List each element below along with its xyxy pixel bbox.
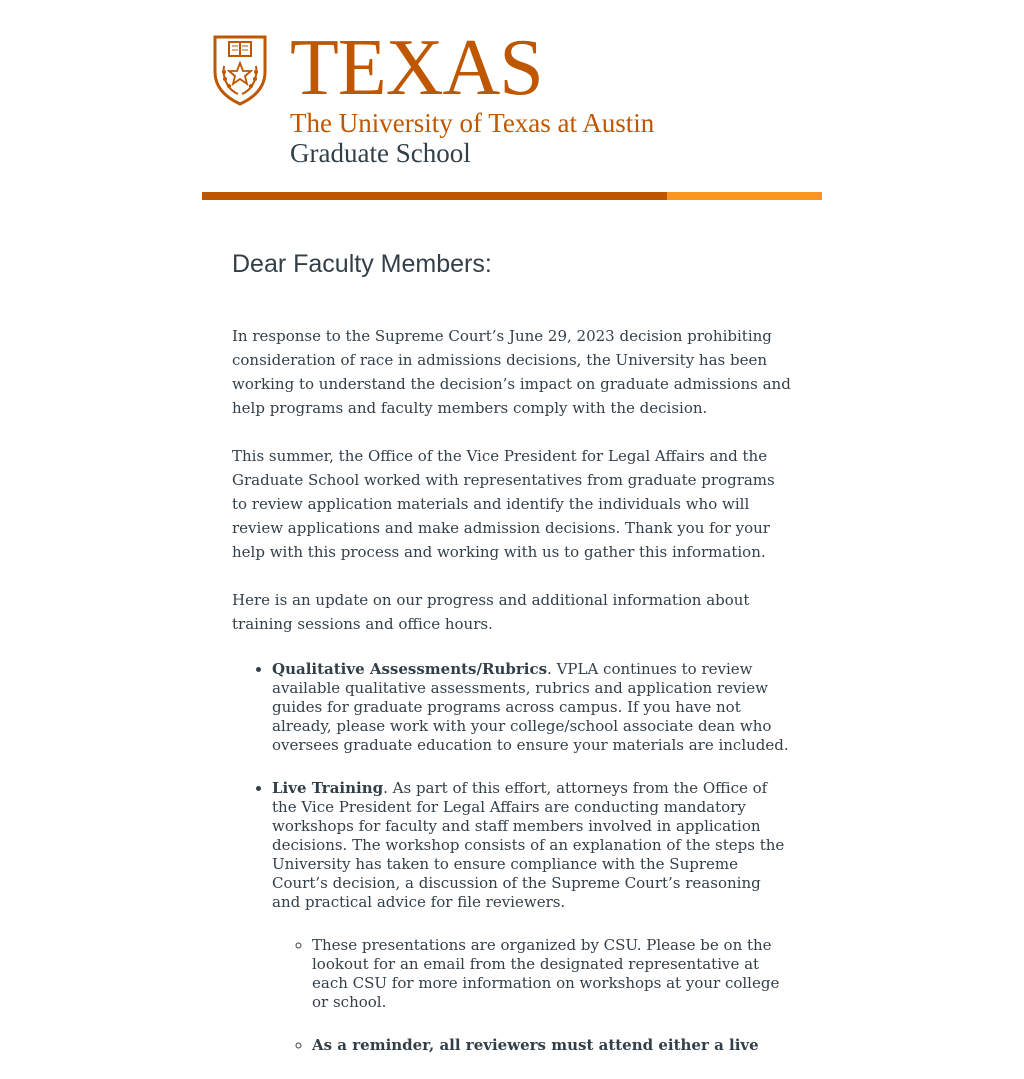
ut-seal-icon [212,34,268,106]
update-list [232,660,792,1055]
header-divider [202,192,822,200]
list-item-rubrics [272,660,792,755]
bullet-text: . VPLA continues to review available qualitative assessments, rubrics and application review guides for graduate programs across campus. If you have not already, please work with your college/school associate dean who oversees graduate education to ensure your materials are included. [272,660,789,754]
divider-light-segment [667,192,822,200]
subitem-bold-text: As a reminder, all reviewers must attend either a live [312,1036,759,1054]
divider-orange-segment [202,192,667,200]
paragraph-1: In response to the Supreme Court’s June 29, 2023 decision prohibiting consideration of race in admissions decisions, the University has been working to understand the decision’s impact on graduate admissions and help programs and faculty members comply with the decision. [232,327,791,417]
paragraph-2: This summer, the Office of the Vice President for Legal Affairs and the Graduate School worked with representatives from graduate programs to review application materials and identify the individuals who will review applications and make admission decisions. Thank you for your help with this process and working with us to gather this information. [232,447,775,561]
subitem-text: These presentations are organized by CSU. Please be on the lookout for an email from the designated representative at each CSU for more information on workshops at your college or school. [312,936,780,1011]
paragraph-3: Here is an update on our progress and additional information about training sessions and office hours. [232,591,750,633]
ut-logo [212,24,832,174]
bullet-text: . As part of this effort, attorneys from the Office of the Vice President for Legal Affairs are conducting mandatory workshops for faculty and staff members involved in application decisions. The workshop consists of an explanation of the steps the University has taken to ensure compliance with the Supreme Court’s decision, a discussion of the Supreme Court’s reasoning and practical advice for file reviewers. [272,779,785,911]
bullet-title: Live Training [272,779,384,797]
list-item-training [272,779,792,1055]
department-name: Graduate School [290,138,471,168]
sublist-item [312,936,792,1012]
university-name: The University of Texas at Austin [290,108,655,138]
greeting: Dear Faculty Members: [232,250,492,278]
letter-body [232,324,792,1079]
texas-wordmark: TEXAS [290,24,543,112]
bullet-title: Qualitative Assessments/Rubrics [272,660,548,678]
training-sublist [272,936,792,1055]
sublist-item [312,1036,792,1055]
